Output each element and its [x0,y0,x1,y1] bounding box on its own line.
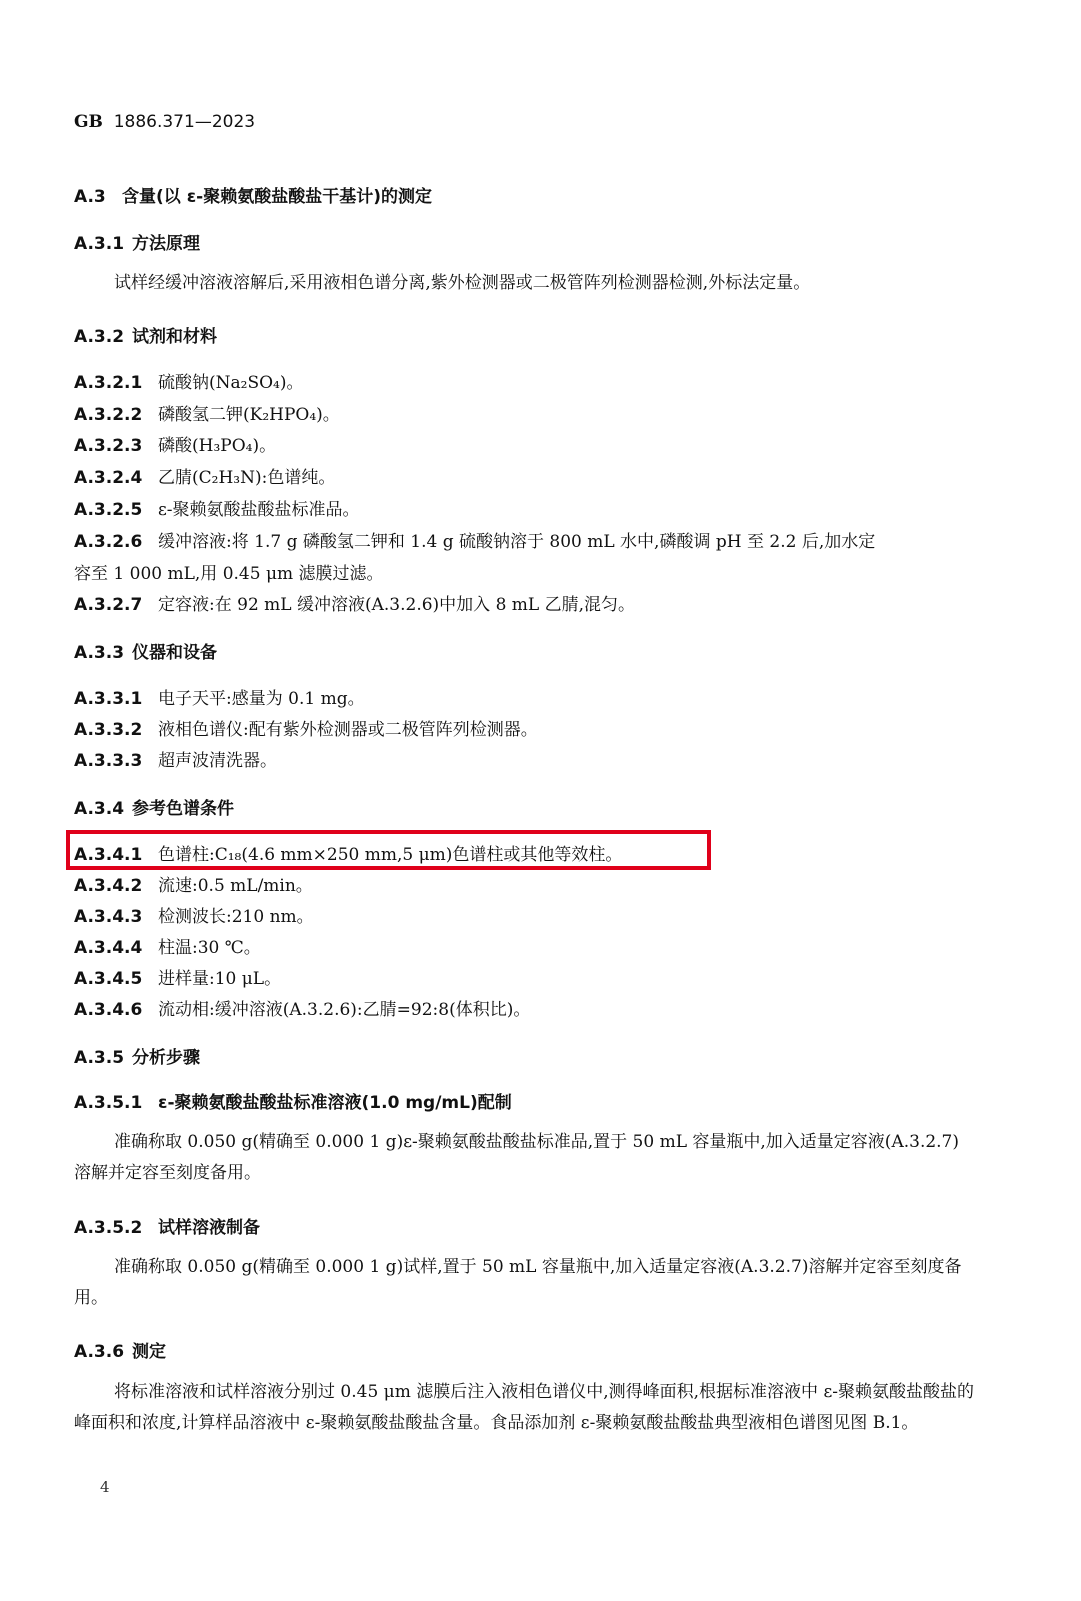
section-heading-a3: A.3 含量(以 ε-聚赖氨酸盐酸盐干基计)的测定 [74,187,432,207]
item-a325: A.3.2.5 ε-聚赖氨酸盐酸盐标准品。 [74,500,360,520]
standard-number: 1886.371—2023 [113,112,256,132]
item-a321: A.3.2.1 硫酸钠(Na₂SO₄)。 [74,373,304,393]
item-a341: A.3.4.1 色谱柱:C₁₈(4.6 mm×250 mm,5 μm)色谱柱或其他等效柱。 [74,845,623,865]
item-a326: A.3.2.6 缓冲溶液:将 1.7 g 磷酸氢二钾和 1.4 g 硫酸钠溶于 800 mL 水中,磷酸调 pH 至 2.2 后,加水定 [74,532,876,552]
item-a344: A.3.4.4 柱温:30 ℃。 [74,938,261,958]
section-heading-a33: A.3.3 仪器和设备 [74,643,217,663]
item-a331: A.3.3.1 电子天平:感量为 0.1 mg。 [74,689,365,709]
paragraph-a36: 将标准溶液和试样溶液分别过 0.45 μm 滤膜后注入液相色谱仪中,测得峰面积,根据标准溶液中 ε-聚赖氨酸盐酸盐的峰面积和浓度,计算样品溶液中 ε-聚赖氨酸盐酸盐含量。食品添加剂 ε-聚赖氨酸盐酸盐典型液相色谱图见图 B.1。 [74,1382,974,1433]
item-a346: A.3.4.6 流动相:缓冲溶液(A.3.2.6):乙腈=92:8(体积比)。 [74,1000,531,1020]
item-a333: A.3.3.3 超声波清洗器。 [74,751,277,771]
paragraph-a31: 试样经缓冲溶液溶解后,采用液相色谱分离,紫外检测器或二极管阵列检测器检测,外标法定量。 [114,273,811,293]
paragraph-a352: 准确称取 0.050 g(精确至 0.000 1 g)试样,置于 50 mL 容量瓶中,加入适量定容液(A.3.2.7)溶解并定容至刻度备用。 [74,1257,962,1308]
section-heading-a351: A.3.5.1 ε-聚赖氨酸盐酸盐标准溶液(1.0 mg/mL)配制 [74,1093,512,1113]
item-a343: A.3.4.3 检测波长:210 nm。 [74,907,314,927]
standard-code [74,112,255,132]
section-heading-a32: A.3.2 试剂和材料 [74,327,217,347]
highlight-box [66,830,711,870]
item-a322: A.3.2.2 磷酸氢二钾(K₂HPO₄)。 [74,405,340,425]
standard-prefix: GB [74,112,103,132]
item-a323: A.3.2.3 磷酸(H₃PO₄)。 [74,436,277,456]
item-a327: A.3.2.7 定容液:在 92 mL 缓冲溶液(A.3.2.6)中加入 8 mL 乙腈,混匀。 [74,595,636,615]
item-a332: A.3.3.2 液相色谱仪:配有紫外检测器或二极管阵列检测器。 [74,720,538,740]
section-heading-a34: A.3.4 参考色谱条件 [74,799,234,819]
item-a345: A.3.4.5 进样量:10 μL。 [74,969,282,989]
item-a326-continuation: 容至 1 000 mL,用 0.45 μm 滤膜过滤。 [74,564,384,584]
section-heading-a35: A.3.5 分析步骤 [74,1048,200,1068]
section-heading-a352: A.3.5.2 试样溶液制备 [74,1218,260,1238]
paragraph-a351: 准确称取 0.050 g(精确至 0.000 1 g)ε-聚赖氨酸盐酸盐标准品,置于 50 mL 容量瓶中,加入适量定容液(A.3.2.7)溶解并定容至刻度备用。 [74,1132,960,1183]
item-a342: A.3.4.2 流速:0.5 mL/min。 [74,876,313,896]
section-heading-a31: A.3.1 方法原理 [74,234,200,254]
item-a324: A.3.2.4 乙腈(C₂H₃N):色谱纯。 [74,468,336,488]
section-heading-a36: A.3.6 测定 [74,1342,166,1362]
page-number: 4 [100,1478,110,1496]
